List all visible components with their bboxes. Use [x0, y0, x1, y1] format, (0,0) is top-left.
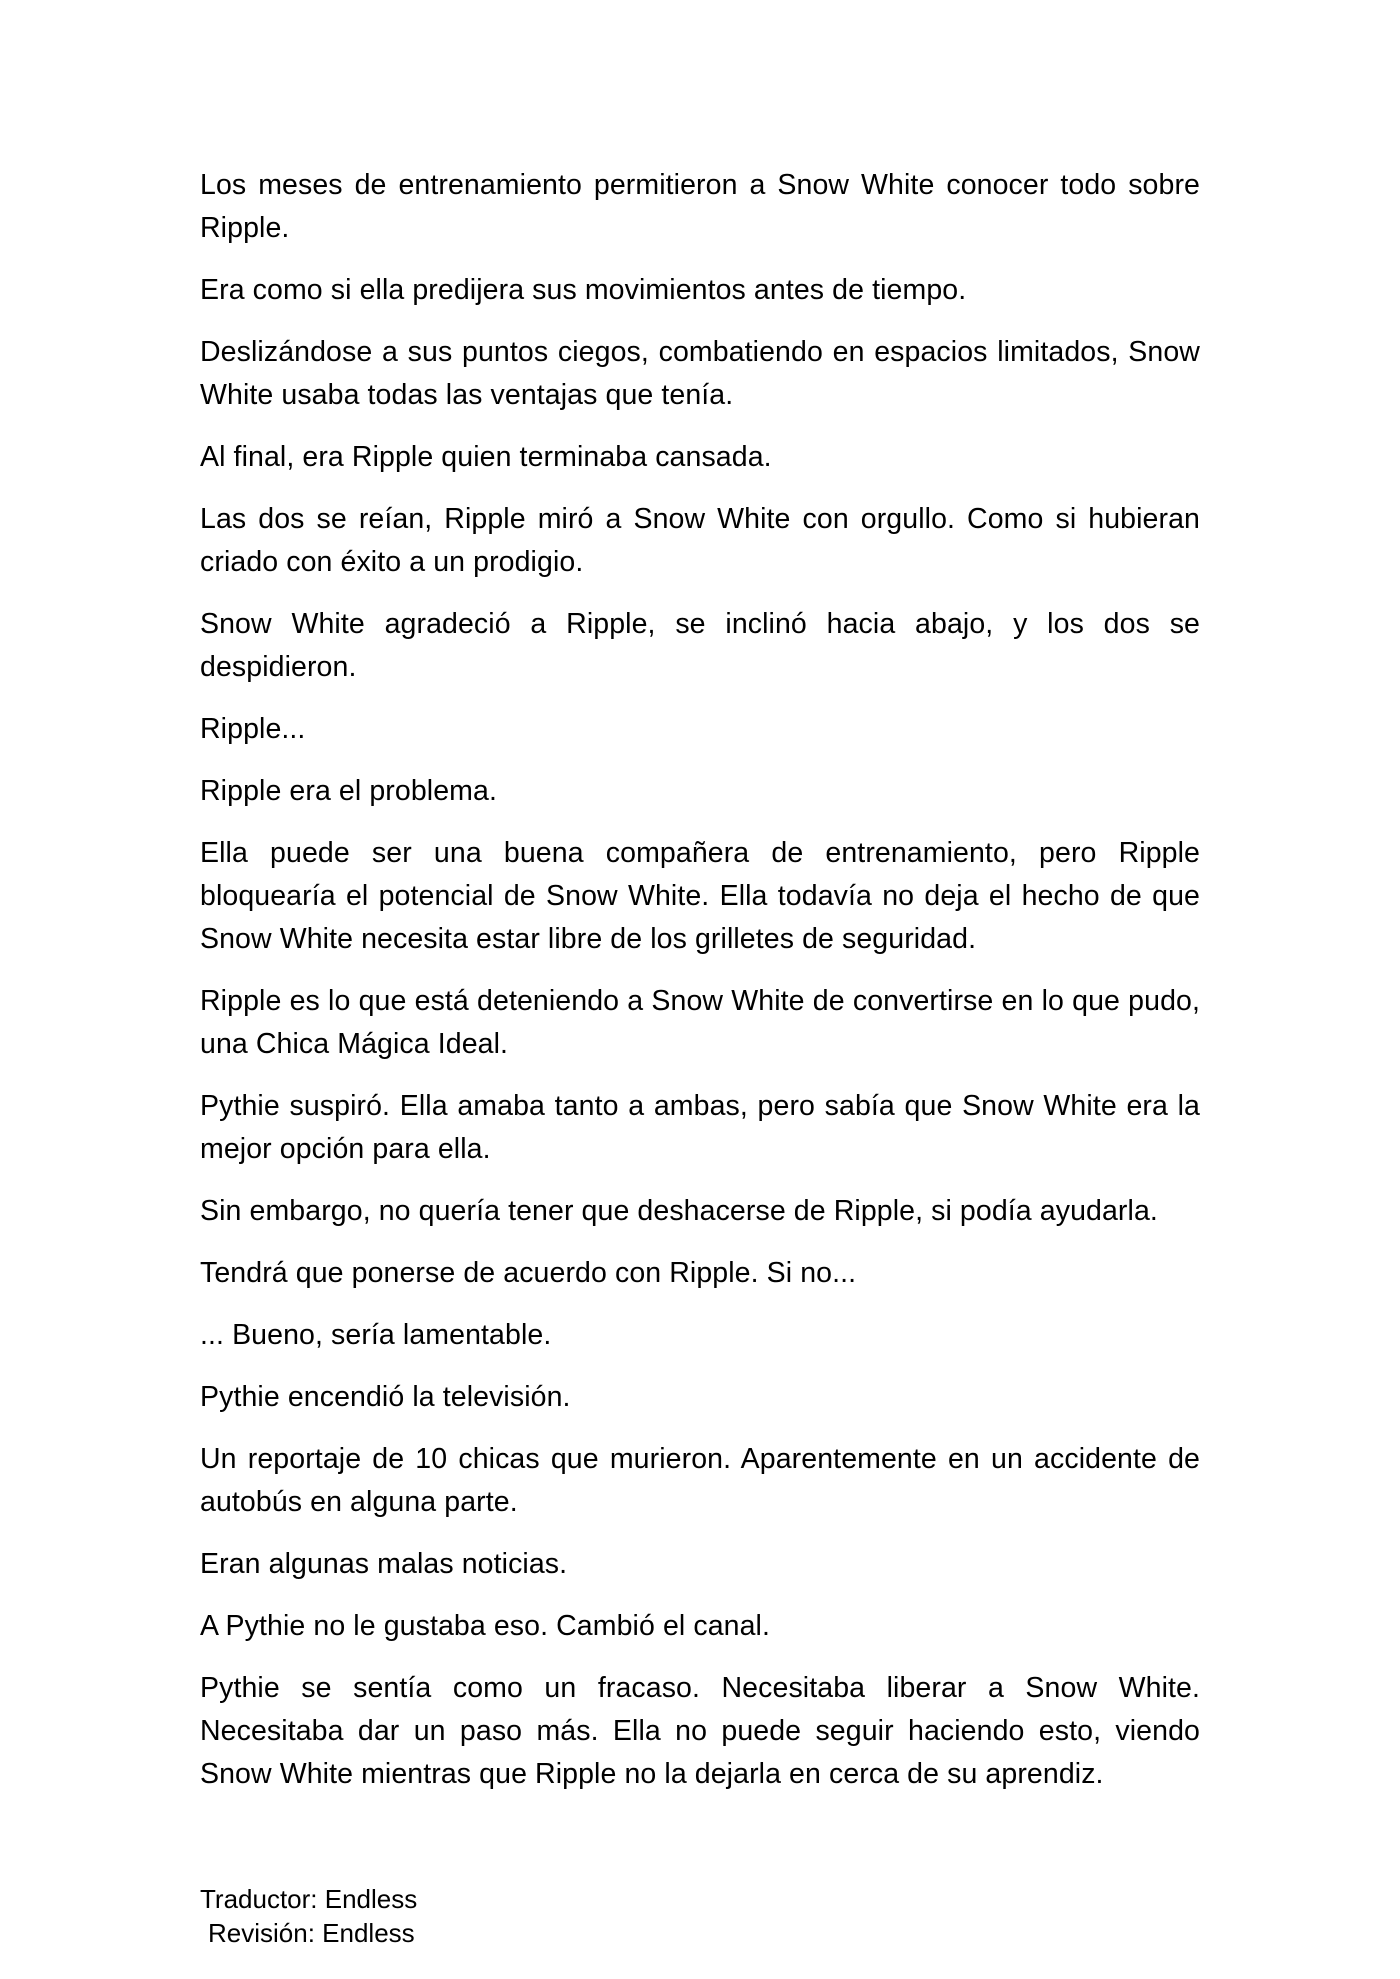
paragraph: Un reportaje de 10 chicas que murieron. Aparentemente en un accidente de autobús en alguna parte. — [200, 1443, 1200, 1518]
paragraph: Ella puede ser una buena compañera de entrenamiento, pero Ripple bloquearía el potencial de Snow White. Ella todavía no deja el hecho de que Snow White necesita estar libre de los grilletes de seguridad. — [200, 837, 1200, 955]
paragraph: Tendrá que ponerse de acuerdo con Ripple. Si no... — [200, 1257, 857, 1289]
paragraph: Las dos se reían, Ripple miró a Snow White con orgullo. Como si hubieran criado con éxito a un prodigio. — [200, 503, 1200, 578]
paragraph: Ripple es lo que está deteniendo a Snow White de convertirse en lo que pudo, una Chica Mágica Ideal. — [200, 985, 1200, 1060]
paragraph: Al final, era Ripple quien terminaba cansada. — [200, 441, 772, 473]
paragraph: Los meses de entrenamiento permitieron a Snow White conocer todo sobre Ripple. — [200, 169, 1200, 244]
paragraph: Sin embargo, no quería tener que deshacerse de Ripple, si podía ayudarla. — [200, 1195, 1158, 1227]
paragraph: Eran algunas malas noticias. — [200, 1548, 568, 1580]
paragraph: A Pythie no le gustaba eso. Cambió el canal. — [200, 1610, 771, 1642]
paragraph: Era como si ella predijera sus movimientos antes de tiempo. — [200, 274, 967, 306]
paragraph: Pythie encendió la televisión. — [200, 1381, 571, 1413]
paragraph: ... Bueno, sería lamentable. — [200, 1319, 552, 1351]
paragraph: Snow White agradeció a Ripple, se inclinó hacia abajo, y los dos se despidieron. — [200, 608, 1200, 683]
paragraph: Ripple era el problema. — [200, 775, 497, 807]
translator-credit: Traductor: Endless — [200, 1884, 418, 1914]
paragraph: Pythie se sentía como un fracaso. Necesitaba liberar a Snow White. Necesitaba dar un paso más. Ella no puede seguir haciendo esto, viendo Snow White mientras que Ripple no la dejarla en cerca de su aprendiz. — [200, 1672, 1200, 1790]
paragraph: Pythie suspiró. Ella amaba tanto a ambas, pero sabía que Snow White era la mejor opción para ella. — [200, 1090, 1200, 1165]
body-text — [200, 164, 1200, 1815]
credits-footer — [200, 1882, 417, 1950]
revision-credit: Revisión: Endless — [208, 1918, 415, 1948]
paragraph: Ripple... — [200, 713, 306, 745]
paragraph: Deslizándose a sus puntos ciegos, combatiendo en espacios limitados, Snow White usaba todas las ventajas que tenía. — [200, 336, 1200, 411]
